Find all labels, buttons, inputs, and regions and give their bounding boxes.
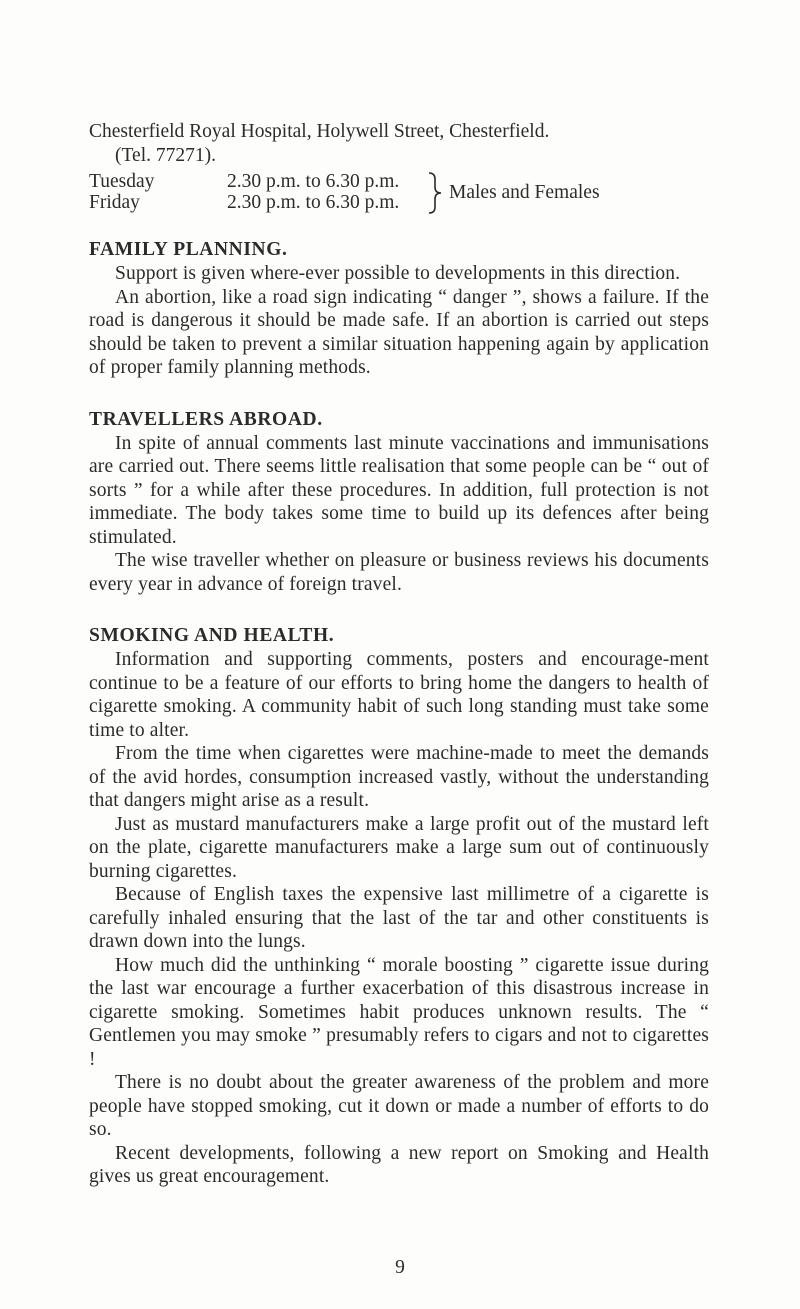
clinic-times <box>227 171 399 213</box>
paragraph: There is no doubt about the greater awareness of the problem and more people have stopped smoking, cut it down or made a number of efforts to do so. <box>89 1072 709 1140</box>
right-brace-icon <box>425 171 445 215</box>
section-family-planning <box>89 238 709 380</box>
paragraph: Recent developments, following a new report on Smoking and Health gives us great encouragement. <box>89 1142 709 1187</box>
section-heading: FAMILY PLANNING. <box>89 239 288 260</box>
paragraph: An abortion, like a road sign indicating “ danger ”, shows a failure. If the road is dangerous it should be made safe. If an abortion is carried out steps should be taken to prevent a similar situation happening again by application of proper family planning methods. <box>89 286 709 378</box>
paragraph: In spite of annual comments last minute vaccinations and immunisations are carried out. There seems little realisation that some people can be “ out of sorts ” for a while after these procedures. In addition, full protection is not immediate. The body takes some time to build up its defences after being stimulated. <box>89 432 709 548</box>
paragraph: Because of English taxes the expensive last millimetre of a cigarette is carefully inhaled ensuring that the last of the tar and other constituents is drawn down into the lungs. <box>89 884 709 952</box>
paragraph: Information and supporting comments, posters and encourage-ment continue to be a feature of our efforts to bring home the dangers to health of cigarette smoking. A community habit of such long standing must take some time to alter. <box>89 649 709 741</box>
hospital-address: Chesterfield Royal Hospital, Holywell Street, Chesterfield. <box>89 121 550 142</box>
hospital-telephone: (Tel. 77271). <box>115 144 216 166</box>
page-number: 9 <box>395 1257 405 1278</box>
paragraph: Just as mustard manufacturers make a large profit out of the mustard left on the plate, cigarette manufacturers make a large sum out of continuously burning cigarettes. <box>89 813 709 882</box>
clinic-attendees: Males and Females <box>449 182 600 203</box>
clinic-days <box>89 171 154 213</box>
clinic-schedule <box>89 171 709 221</box>
clinic-time: 2.30 p.m. to 6.30 p.m. <box>227 171 400 192</box>
clinic-time: 2.30 p.m. to 6.30 p.m. <box>227 192 400 213</box>
section-heading: TRAVELLERS ABROAD. <box>89 408 323 430</box>
document-page <box>89 120 709 1189</box>
paragraph: Support is given where-ever possible to developments in this direction. <box>115 263 681 284</box>
clinic-day: Tuesday <box>89 171 155 192</box>
section-heading: SMOKING AND HEALTH. <box>89 625 335 646</box>
section-travellers-abroad <box>89 408 709 597</box>
paragraph: The wise traveller whether on pleasure or business reviews his documents every year in advance of foreign travel. <box>89 550 709 595</box>
paragraph: How much did the unthinking “ morale boosting ” cigarette issue during the last war encourage a further exacerbation of this disastrous increase in cigarette smoking. Sometimes habit produces unknown results. The “ Gentlemen you may smoke ” presumably refers to cigars and not to cigarettes ! <box>89 954 709 1070</box>
paragraph: From the time when cigarettes were machine-made to meet the demands of the avid hordes, consumption increased vastly, without the understanding that dangers might arise as a result. <box>89 743 709 811</box>
clinic-day: Friday <box>89 192 140 213</box>
section-smoking-and-health <box>89 624 709 1189</box>
